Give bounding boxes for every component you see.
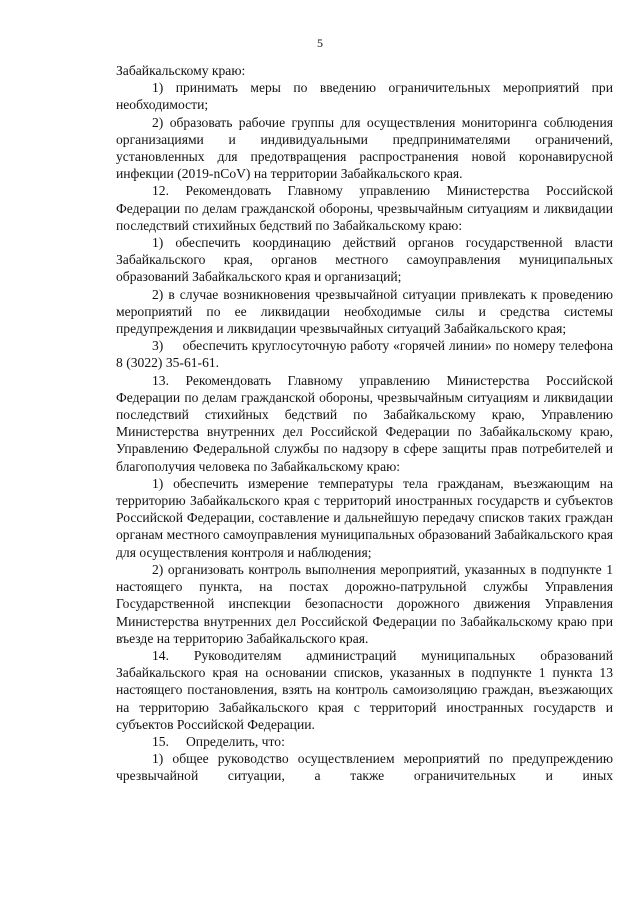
page-number: 5 [317,36,323,50]
document-body [116,62,617,785]
paragraph-15-item-1: 1) общее руководство осуществлением мероприятий по предупреждению чрезвычайной ситуации, а также ограничительных и иных [116,751,613,784]
paragraph-continuation: Забайкальскому краю: [116,63,246,78]
paragraph-11-item-1: 1) принимать меры по введению ограничительных мероприятий при необходимости; [116,80,613,113]
paragraph-13-item-1: 1) обеспечить измерение температуры тела гражданам, въезжающим на территорию Забайкальского края с территорий иностранных государств и субъектов Российской Федерации, составление и дальнейшую передачу списков таких граждан органам местного самоуправления муниципальных образований Забайкальского края для осуществления контроля и наблюдения; [116,475,613,560]
paragraph-13: 13. Рекомендовать Главному управлению Министерства Российской Федерации по делам гражданской обороны, чрезвычайным ситуациям и ликвидации последствий стихийных бедствий по Забайкальскому краю, Управлению Министерства внутренних дел Российской Федерации по Забайкальскому краю, Управлению Федеральной службы по надзору в сфере защиты прав потребителей и благополучия человека по Забайкальскому краю: [116,372,613,474]
paragraph-12: 12. Рекомендовать Главному управлению Министерства Российской Федерации по делам гражданской обороны, чрезвычайным ситуациям и ликвидации последствий стихийных бедствий по Забайкальскому краю: [116,183,613,233]
paragraph-12-item-2: 2) в случае возникновения чрезвычайной ситуации привлекать к проведению мероприятий по ее ликвидации необходимые силы и средства системы предупреждения и ликвидации чрезвычайных ситуаций Забайкальского края; [116,286,613,337]
paragraph-14: 14. Руководителям администраций муниципальных образований Забайкальского края на основании списков, указанных в подпункте 1 пункта 13 настоящего постановления, взять на контроль самоизоляцию граждан, въезжающих на территорию Забайкальского края с территорий иностранных государств и субъектов Российской Федерации. [116,647,613,732]
paragraph-15: 15. Определить, что: [152,733,285,749]
paragraph-12-item-1: 1) обеспечить координацию действий органов государственной власти Забайкальского края, органов местного самоуправления муниципальных образований Забайкальского края и организаций; [116,235,613,285]
paragraph-13-item-2: 2) организовать контроль выполнения мероприятий, указанных в подпункте 1 настоящего пункта, на постах дорожно-патрульной службы Управления Государственной инспекции безопасности дорожного движения Управления Министерства внутренних дел Российской Федерации по Забайкальскому краю при въезде на территорию Забайкальского края. [116,561,613,646]
paragraph-11-item-2: 2) образовать рабочие группы для осуществления мониторинга соблюдения организациями и индивидуальными предпринимателями ограничений, установленных для предотвращения распространения новой коронавирусной инфекции (2019-nCoV) на территории Забайкальского края. [116,114,613,182]
paragraph-12-item-3: 3) обеспечить круглосуточную работу «горячей линии» по номеру телефона 8 (3022) 35-61-61. [116,338,617,371]
